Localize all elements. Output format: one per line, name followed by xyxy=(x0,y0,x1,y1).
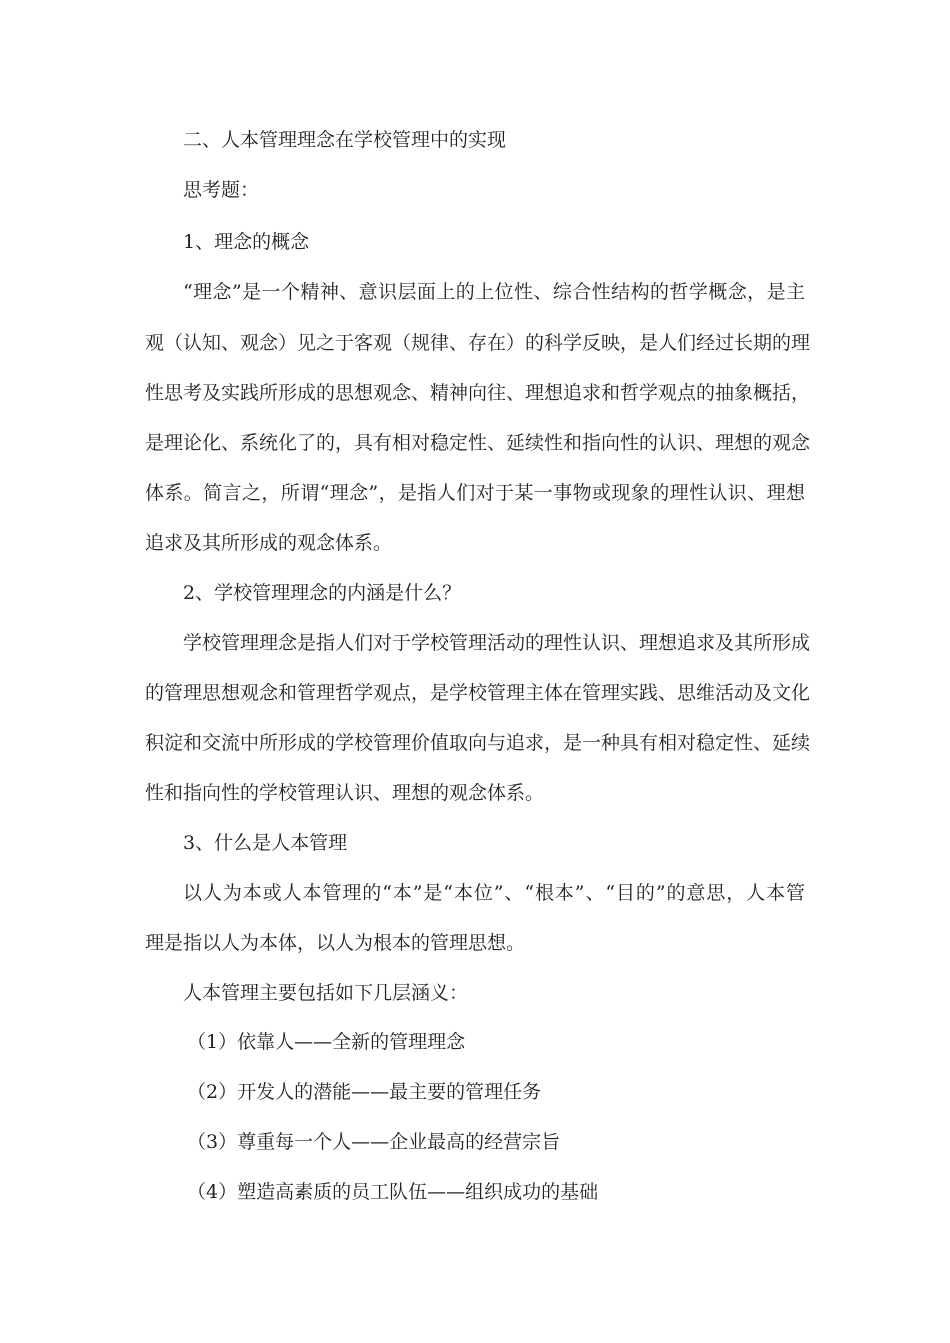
q1-heading: 1、理念的概念 xyxy=(183,231,310,253)
list-item: （3）尊重每一个人——企业最高的经营宗旨 xyxy=(187,1131,561,1153)
q2-line-3: 积淀和交流中所形成的学校管理价值取向与追求，是一种具有相对稳定性、延续 xyxy=(145,732,811,754)
q3-heading: 3、什么是人本管理 xyxy=(183,832,348,854)
q2-line-4: 性和指向性的学校管理认识、理想的观念体系。 xyxy=(145,782,545,804)
section-title: 二、人本管理理念在学校管理中的实现 xyxy=(183,129,507,151)
q1-line-6: 追求及其所形成的观念体系。 xyxy=(145,532,393,554)
q2-heading: 2、学校管理理念的内涵是什么？ xyxy=(183,582,462,604)
q2-line-2: 的管理思想观念和管理哲学观点，是学校管理主体在管理实践、思维活动及文化 xyxy=(145,682,811,704)
q2-line-1: 学校管理理念是指人们对于学校管理活动的理性认识、理想追求及其所形成 xyxy=(183,632,811,654)
q3-intro: 人本管理主要包括如下几层涵义： xyxy=(183,982,469,1004)
list-item: （1）依靠人——全新的管理理念 xyxy=(187,1031,466,1053)
questions-label: 思考题： xyxy=(183,179,260,201)
q3-line-2: 理是指以人为本体，以人为根本的管理思想。 xyxy=(145,932,526,954)
list-item: （2）开发人的潜能——最主要的管理任务 xyxy=(187,1081,542,1103)
q1-line-2: 观（认知、观念）见之于客观（规律、存在）的科学反映，是人们经过长期的理 xyxy=(145,332,811,354)
q1-line-4: 是理论化、系统化了的，具有相对稳定性、延续性和指向性的认识、理想的观念 xyxy=(145,432,811,454)
q3-line-1: 以人为本或人本管理的“本”是“本位”、“根本”、“目的”的意思，人本管 xyxy=(183,882,805,904)
list-item: （4）塑造高素质的员工队伍——组织成功的基础 xyxy=(187,1181,599,1203)
q1-line-5: 体系。简言之，所谓“理念”，是指人们对于某一事物或现象的理性认识、理想 xyxy=(145,482,805,504)
q1-line-3: 性思考及实践所形成的思想观念、精神向往、理想追求和哲学观点的抽象概括， xyxy=(145,382,811,404)
q1-line-1: “理念”是一个精神、意识层面上的上位性、综合性结构的哲学概念，是主 xyxy=(183,281,805,303)
